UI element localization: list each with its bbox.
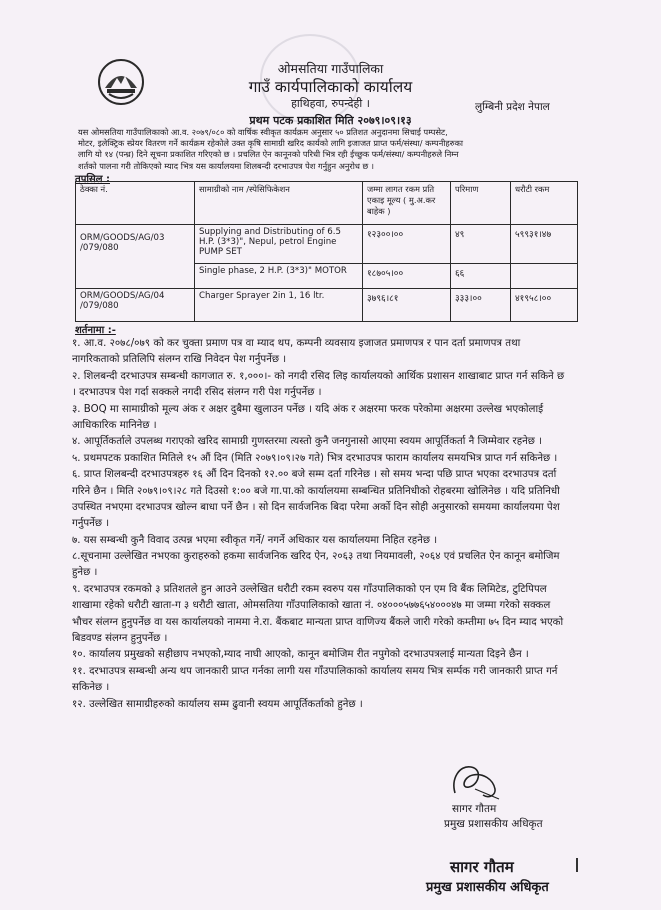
items-table [75,181,578,322]
province-name: लुम्बिनी प्रदेश नेपाल [475,101,550,113]
margin-mark [576,858,578,872]
item-cost: १२३००।०० [363,225,451,264]
item-cost: ३७९६।८१ [363,289,451,322]
table-row [76,225,578,264]
condition-item: ५. प्रथमपटक प्रकाशित मितिले १५ औं दिन (मिति २०७९।०९।२७ गते) भित्र दरभाउपत्र फाराम कार्यालय समयभित्र प्राप्त गर्न सकिनेछ । [72,452,558,464]
condition-item: ११. दरभाउपत्र सम्बन्धी अन्य थप जानकारी प्राप्त गर्नका लागी यस गाँउपालिकाको कार्यालय समय भित्र सर्म्पक गरी जानकारी प्राप्त गर्न सकिनेछ । [72,665,558,694]
municipality-name: ओमसतिया गाउँपालिका [277,61,384,76]
condition-item: ३. BOQ मा सामाग्रीको मूल्य अंक र अक्षर दुबैमा खुलाउन पर्नेछ । यदि अंक र अक्षरमा फरक परेकोमा अक्षरमा उल्लेख भएकोलाई आधिकारिक मानिनेछ । [72,403,544,431]
handwritten-signature [449,759,501,801]
item-deposit [511,264,578,289]
item-qty: ३३३।०० [451,289,511,322]
intro-line: यस ओमसतिया गाउँपालिकाको आ.व. २०७९/०८० को वार्षिक स्वीकृत कार्यक्रम अनुसार ५० प्रतिशत अनुदानमा सिचाई पम्पसेट, [78,127,448,137]
col-header-qty: परिमाण [451,182,511,225]
conditions-list [72,336,568,713]
condition-item: २. शिलबन्दी दरभाउपत्र सम्बन्धी कागजात रु. १,०००।- को नगदी रसिद लिइ कार्यालयको आर्थिक प्रशासन शाखाबाट प्राप्त गर्न सकिने छ । दरभाउपत्र पेश गर्दा सक्कले नगदी रसिद संलग्न गरी पेश गर्नुपर्नेछ । [72,370,565,399]
office-address: हाथिहवा, रुपन्देही । [291,97,370,110]
contract-number: ORM/GOODS/AG/04 /079/080 [76,289,195,322]
intro-paragraph [78,127,576,172]
condition-item: १२. उल्लेखित सामाग्रीहरुको कार्यालय सम्म ढुवानी स्वयम आपूर्तिकर्ताको हुनेछ । [72,698,363,710]
condition-item: १. आ.व. २०७८/०७९ को कर चुक्ता प्रमाण पत्र वा म्याद थप, कम्पनी व्यवसाय इजाजत प्रमाणपत्र र पान दर्ता प्रमाणपत्र तथा नागरिकताको प्रतिलिपि संलग्न राखि निवेदन पेश गर्नुपर्नेछ । [72,338,521,366]
table-row [76,289,578,322]
signatory-name: सागर गौतम [452,803,497,815]
intro-line: लागि यो १४ (पन्ध्र) दिने सूचना प्रकाशित गरिएको छ । प्रचलित ऐन कानूनको परिधी भित्र रही ईच्छुक फर्म/संस्था/ कम्पनीहरुले निम्न [78,149,459,160]
condition-item: ८.सूचनामा उल्लेखित नभएका कुराहरुको हकमा सार्वजनिक खरिद ऐन, २०६३ तथा नियमावली, २०६४ एवं प्रचलित ऐन कानून बमोजिम हुनेछ । [72,551,560,579]
condition-item: ९. दरभाउपत्र रकमको ३ प्रतिशतले हुन आउने उल्लेखित धरौटी रकम स्वरुप यस गाँउपालिकाको एन एम वि बैंक लिमिटेड, टुटिपिपल शाखामा रहेको धरौटी खाता-ग ३ धरौटी खाता, ओमसतिया गाँउपालिकाको खाता नं. ०४०००५७७६५४०००४७ मा जम्मा गरेको सक्कल भौचर संलग्न हुनुपर्नेछ वा यस कार्यालयको नाममा ने.रा. बैंकबाट मान्यता प्राप्त वाणिज्य बैंकले जारी गरेको कम्तीमा ७५ दिन म्याद भएको बिडवण्ड संलग्न हुनुपर्नेछ । [72,583,564,644]
signatory-title: प्रमुख प्रशासकीय अधिकृत [444,818,543,830]
item-deposit: ५९९३१।४७ [511,225,578,264]
item-name: Charger Sprayer 2in 1, 16 ltr. [195,289,363,322]
col-header-cost: जम्मा लागत रकम प्रति एकाइ मूल्य ( मु.अ.कर बाहेक ) [363,182,451,225]
condition-item: ७. यस सम्बन्धी कुनै विवाद उत्पन्न भएमा स्वीकृत गर्ने/ नगर्ने अधिकार यस कार्यालयमा निहित रहनेछ । [72,534,438,546]
condition-item: १०. कार्यालय प्रमुखको सहीछाप नभएको,म्याद नाघी आएको, कानून बमोजिम रीत नपुगेको दरभाउपत्रलाई मान्यता दिइने छैन । [72,649,529,661]
notice-title: प्रथम पटक प्रकाशित मिति २०७९।०९।१३ [249,114,412,127]
intro-line: मोटर, इलेक्ट्रिक स्प्रेयर वितरण गर्ने कार्यक्रम रहेकोले उक्त कृषि सामाग्री खरिद कार्यको लागि इजाजत प्राप्त फर्म/संस्था/ कम्पनीहरुका [78,138,464,149]
intro-line: शर्तको पालना गरी तोकिएको म्याद भित्र यस कार्यालयमा शिलबन्दी दरभाउपत्र पेश गर्नुहुन अनुरोध छ । [78,160,374,171]
item-name: Supplying and Distributing of 6.5 H.P. (3*3)", Nepul, petrol Engine PUMP SET [195,225,363,264]
item-cost: १८७०५।०० [363,264,451,289]
title-stamp: प्रमुख प्रशासकीय अधिकृत [426,880,549,895]
office-name: गाउँ कार्यपालिकाको कार्यालय [248,78,413,96]
condition-item: ६. प्राप्त शिलबन्दी दरभाउपत्रहरु १६ औं दिन दिनको १२.०० बजे सम्म दर्ता गरिनेछ । सो समय भन्दा पछि प्राप्त भएका दरभाउपत्र दर्ता गरिने छैन । मिति २०७९।०९।२८ गते दिउसो १:०० बजे गा.पा.को कार्यालयमा सम्बन्धित प्रतिनिधीको रोहबरमा खोलिनेछ । यदि प्रतिनिधी उपस्थित नभएमा दरभाउपत्र खोल्न बाधा पर्ने छैन । सो दिन सार्वजनिक बिदा परेमा अर्को दिन सोही अनुसारको समयमा कार्यालयमा पेश गर्नुपर्नेछ । [72,469,560,530]
item-name: Single phase, 2 H.P. (3*3)" MOTOR [195,264,363,289]
col-header-contract: ठेक्का नं. [76,182,195,225]
name-stamp: सागर गौतम [450,858,514,876]
item-qty: ६६ [451,264,511,289]
contract-number: ORM/GOODS/AG/03 /079/080 [76,225,195,289]
table-header-row [76,182,578,225]
col-header-item: सामाग्रीको नाम /स्पेसिफिकेशन [195,182,363,225]
condition-item: ४. आपूर्तिकर्ताले उपलब्ध गराएको खरिद सामाग्री गुणस्तरमा त्यस्तो कुनै जनगुनासो आएमा स्वयम आपूर्तिकर्ता नै जिम्मेवार रहनेछ । [72,436,543,448]
conditions-label: शर्तनामा :- [75,325,116,336]
col-header-deposit: धरौटी रकम [511,182,578,225]
tapasil-label: तपसिल : [75,174,110,185]
item-deposit: ४१९५८।०० [511,289,578,322]
item-qty: ४९ [451,225,511,264]
